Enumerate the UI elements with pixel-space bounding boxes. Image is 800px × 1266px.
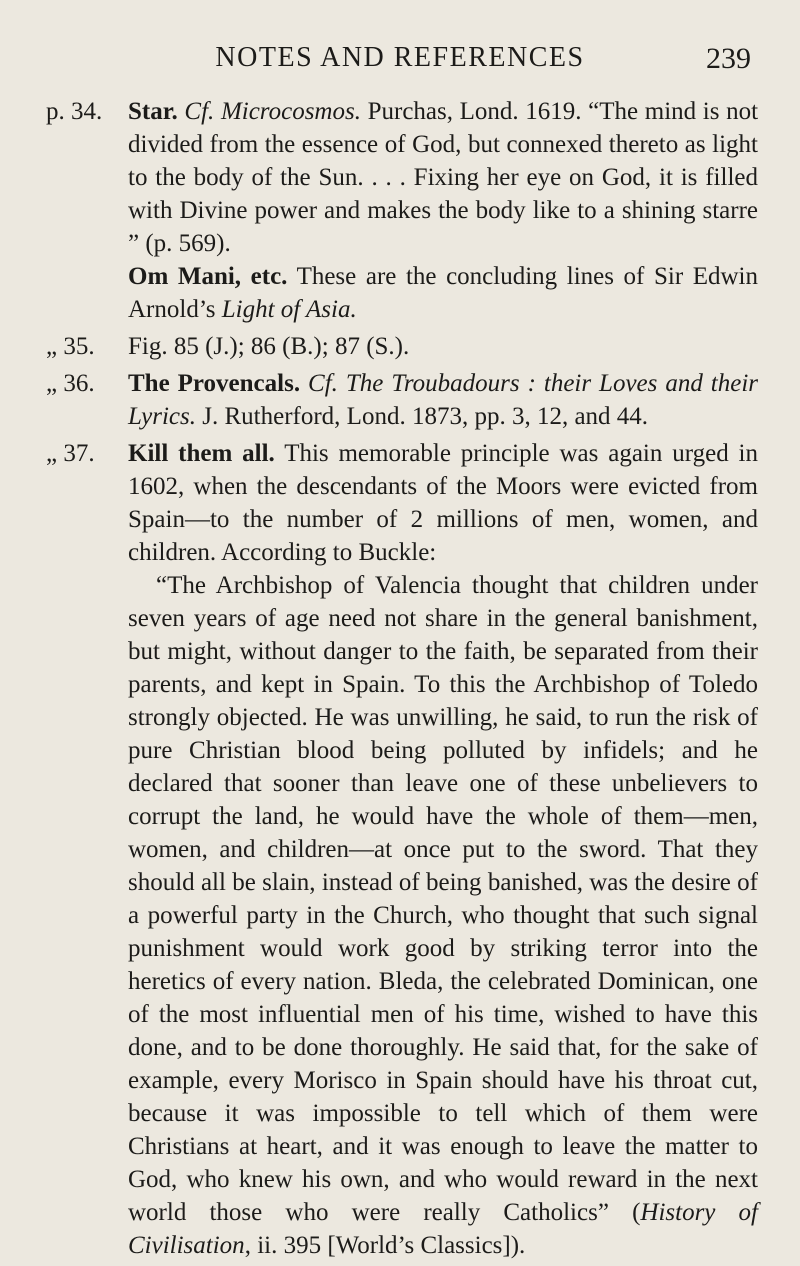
note-reference: „ 35. <box>46 333 95 360</box>
note-text: Fig. 85 (J.); 86 (B.); 87 (S.). <box>128 333 410 360</box>
note-entry-p36 <box>0 367 800 433</box>
work-title: Light of Asia. <box>221 296 357 323</box>
note-entry-p34 <box>0 95 800 326</box>
note-reference: „ 37. <box>46 440 95 467</box>
note-reference: p. 34. <box>46 98 103 125</box>
note-text: This memorable principle was again urged in 1602, when the descendants of the Moors were evicted from Spain—to the number of 2 millions of men, women, and children. According to Buckle: <box>128 440 758 566</box>
note-body <box>128 437 758 1262</box>
note-reference: „ 36. <box>46 370 95 397</box>
note-keyword: Om Mani, etc. <box>128 263 288 290</box>
page-header <box>0 38 800 88</box>
notes-list <box>0 95 800 1266</box>
citation-rest: , ii. 395 [World’s Classics]). <box>244 1232 526 1259</box>
page-number: 239 <box>706 42 751 75</box>
note-text: These are the concluding lines of Sir Edwin Arnold’s <box>128 263 758 323</box>
work-title: Microcosmos. <box>220 98 361 125</box>
note-entry-p37 <box>0 437 800 1262</box>
note-body <box>128 367 758 433</box>
note-keyword: The Provencals. <box>128 370 301 397</box>
note-keyword: Star. <box>128 98 178 125</box>
note-keyword: Kill them all. <box>128 440 275 467</box>
note-entry-p35 <box>0 330 800 363</box>
cf-abbrev: Cf. <box>184 98 215 125</box>
quotation: “The Archbishop of Valencia thought that children under seven years of age need not share in the general banishment, but might, without danger to the faith, be separated from their parents, and kept in Spain. To this the Archbishop of Toledo strongly objected. He was unwilling, he said, to run the risk of pure Christian blood being polluted by infidels; and he declared that sooner than leave one of these unbelievers to corrupt the land, he would have the whole of them—men, women, and children—at once put to the sword. That they should all be slain, instead of being banished, was the desire of a powerful party in the Church, who thought that such signal punishment would work good by striking terror into the heretics of every nation. Bleda, the celebrated Dominican, one of the most influential men of his time, wished to have this done, and to be done thoroughly. He said that, for the sake of example, every Morisco in Spain should have his throat cut, because it was impossible to tell which of them were Christians at heart, and it was enough to leave the matter to God, who knew his own, and who would reward in the next world those who were really Catholics” <box>128 572 758 1226</box>
cf-abbrev: Cf. <box>308 370 338 397</box>
citation-open: ( <box>632 1199 641 1226</box>
note-text: J. Rutherford, Lond. 1873, pp. 3, 12, and 44. <box>202 403 649 430</box>
note-text: Purchas, Lond. 1619. “The mind is not divided from the essence of God, but connexed thereto as light to the body of the Sun. . . . Fixing her eye on God, it is filled with Divine power and makes the body like to a shining starre ” (p. 569). <box>128 98 759 257</box>
running-head: NOTES AND REFERENCES <box>215 42 585 73</box>
note-body <box>128 330 758 363</box>
citation-title: History of Civilisation <box>128 1199 759 1259</box>
note-body <box>128 95 758 326</box>
work-title: The Troubadours : their Loves and their Lyrics. <box>128 370 759 430</box>
